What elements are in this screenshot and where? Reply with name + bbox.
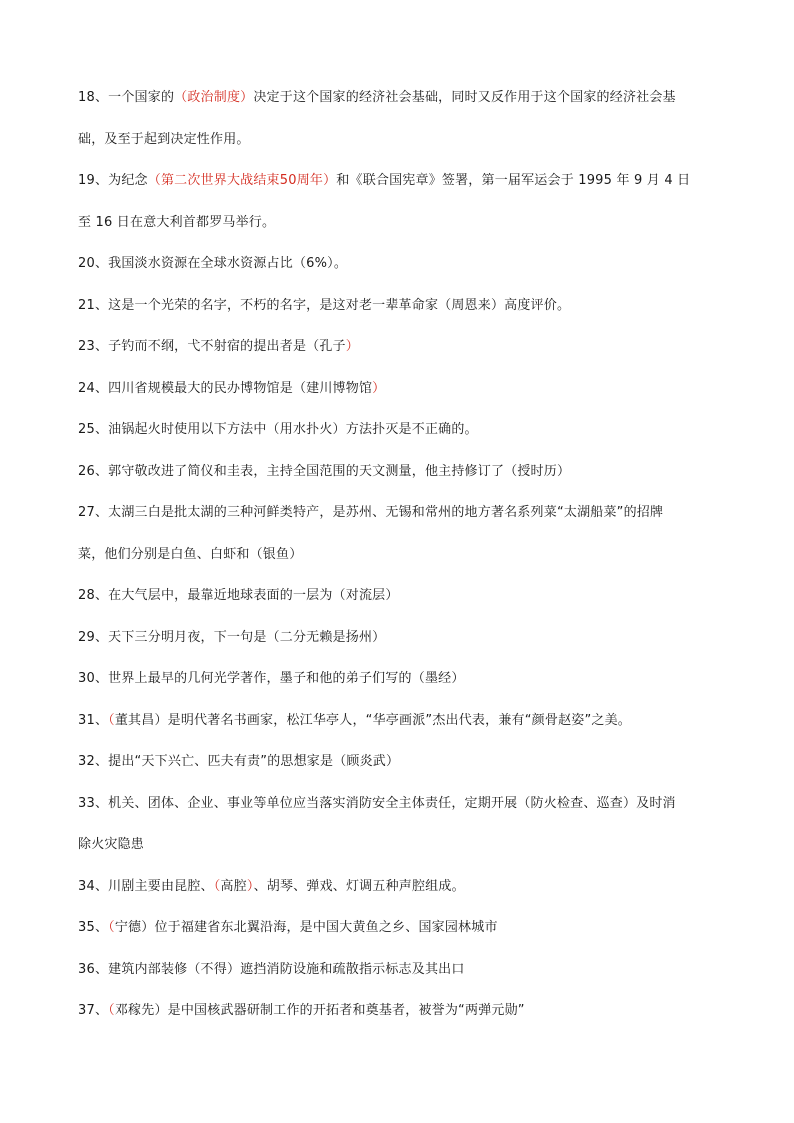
item-18-answer: （政治制度） [174, 90, 254, 105]
item-19-line-1 [78, 171, 738, 191]
item-29 [78, 628, 738, 648]
item-34-seg-1: 34、川剧主要由昆腔、 [78, 879, 214, 894]
item-20 [78, 254, 738, 274]
item-25-text: 25、油锅起火时使用以下方法中（用水扑火）方法扑灭是不正确的。 [78, 422, 478, 437]
item-35-paren: （ [108, 920, 115, 935]
item-27-line-2: 菜，他们分别是白鱼、白虾和（银鱼） [78, 547, 303, 562]
item-21-text: 21、这是一个光荣的名字，不朽的名字，是这对老一辈革命家（周恩来）高度评价。 [78, 298, 571, 313]
item-28-text: 28、在大气层中，最靠近地球表面的一层为（对流层） [78, 588, 399, 603]
item-20-text: 20、我国淡水资源在全球水资源占比（6%）。 [78, 256, 348, 271]
item-31-num: 31、 [78, 713, 109, 728]
item-36 [78, 960, 738, 980]
item-34-answer: 高腔 [220, 879, 247, 894]
item-18-seg-3: 决定于这个国家的经济社会基础，同时又反作用于这个国家的经济社会基 [253, 90, 676, 105]
item-35-text: 宁德）位于福建省东北翼沿海，是中国大黄鱼之乡、国家园林城市 [114, 920, 498, 935]
item-34-paren-close: ） [246, 879, 254, 894]
item-19-answer: （第二次世界大战结束50周年） [147, 173, 337, 188]
item-36-text: 36、建筑内部装修（不得）遮挡消防设施和疏散指示标志及其出口 [78, 962, 465, 977]
item-37-paren: （ [108, 1003, 115, 1018]
item-21 [78, 296, 738, 316]
item-26-text: 26、郭守敬改进了简仪和圭表，主持全国范围的天文测量，他主持修订了（授时历） [78, 464, 571, 479]
item-37-text: 邓稼先）是中国核武器研制工作的开拓者和奠基者，被誉为“两弹元勋” [114, 1003, 525, 1018]
item-25 [78, 420, 738, 440]
item-31-text: 董其昌）是明代著名书画家，松江华亭人，“华亭画派”杰出代表，兼有“颜骨赵姿”之美。 [114, 713, 631, 728]
item-37-num: 37、 [78, 1003, 109, 1018]
item-30-text: 30、世界上最早的几何光学著作，墨子和他的弟子们写的（墨经） [78, 671, 465, 686]
item-28 [78, 586, 738, 606]
item-33-text: 33、机关、团体、企业、事业等单位应当落实消防安全主体责任，定期开展（防火检查、巡查）及时消 [78, 796, 676, 811]
item-19-seg-1: 19、为纪念 [78, 173, 148, 188]
item-35 [78, 918, 738, 938]
item-31-paren: （ [108, 713, 115, 728]
item-23-text: 23、子钓而不纲，弋不射宿的提出者是（孔子 [78, 339, 346, 354]
item-27-text: 27、太湖三白是批太湖的三种河鲜类特产，是苏州、无锡和常州的地方著名系列菜“太湖船菜”的招牌 [78, 505, 664, 520]
item-32-text: 32、提出“天下兴亡、匹夫有责”的思想家是（顾炎武） [78, 754, 400, 769]
item-18-line-1 [78, 88, 738, 108]
item-30 [78, 669, 738, 689]
item-33-line-2: 除火灾隐患 [78, 837, 145, 852]
item-37 [78, 1001, 738, 1021]
item-18-seg-1: 18、一个国家的 [78, 90, 175, 105]
item-31 [78, 711, 738, 731]
item-27-line-1 [78, 503, 738, 523]
item-18-line-2: 础，及至于起到决定性作用。 [78, 132, 250, 147]
item-29-text: 29、天下三分明月夜，下一句是（二分无赖是扬州） [78, 630, 386, 645]
item-23 [78, 337, 738, 357]
item-34 [78, 877, 738, 897]
item-32 [78, 752, 738, 772]
item-33-line-1 [78, 794, 738, 814]
item-26 [78, 462, 738, 482]
item-19-seg-3: 和《联合国宪章》签署，第一届军运会于 1995 年 9 月 4 日 [336, 173, 691, 188]
item-24-text: 24、四川省规模最大的民办博物馆是（建川博物馆 [78, 381, 373, 396]
item-24-paren: ） [372, 381, 386, 396]
item-34-paren-open: （ [213, 879, 221, 894]
item-23-paren: ） [345, 339, 359, 354]
item-34-seg-5: 、胡琴、弹戏、灯调五种声腔组成。 [253, 879, 465, 894]
item-24 [78, 379, 738, 399]
item-19-line-2: 至 16 日在意大利首都罗马举行。 [78, 215, 276, 230]
item-35-num: 35、 [78, 920, 109, 935]
